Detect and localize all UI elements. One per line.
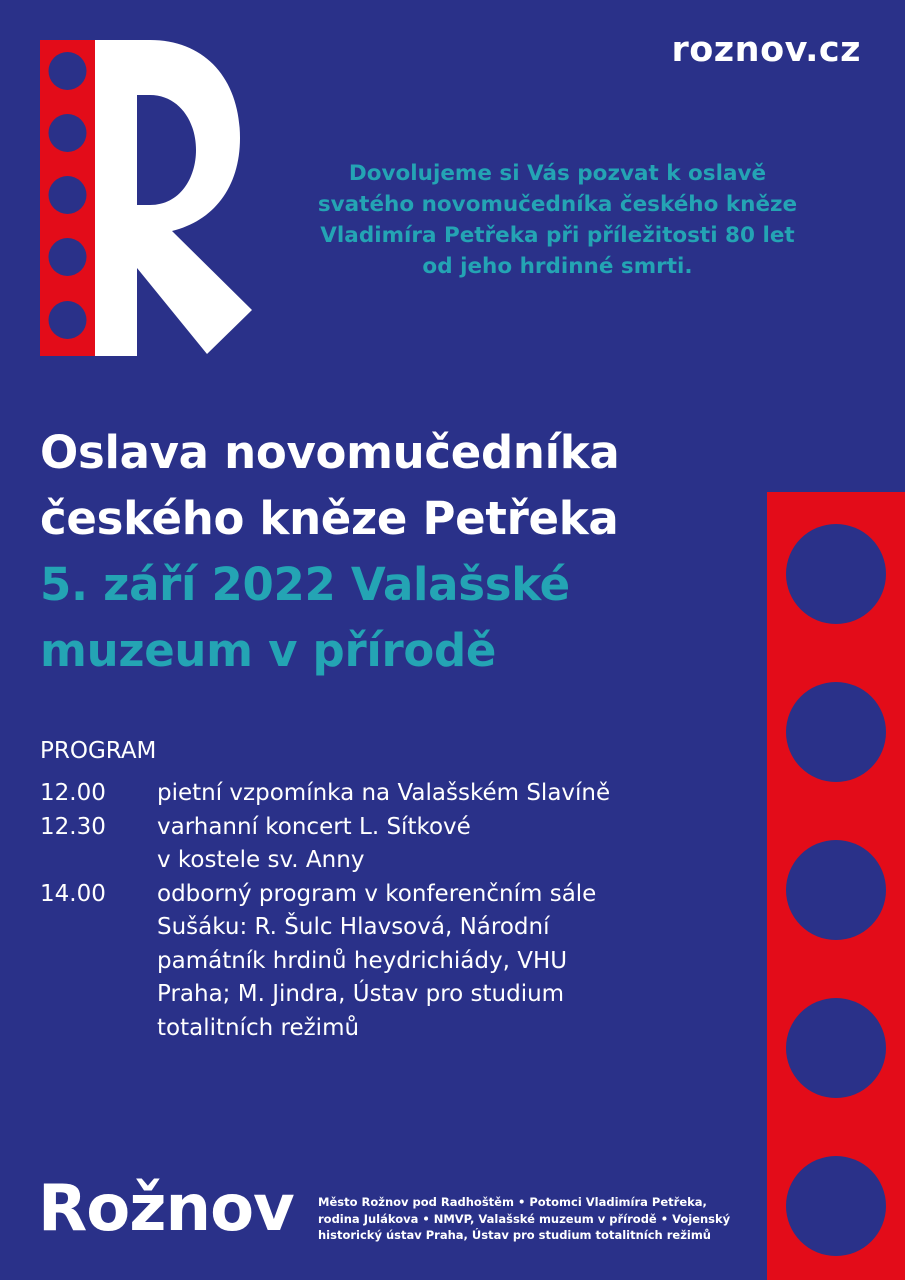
program-line: v kostele sv. Anny <box>157 847 365 873</box>
program-line: Sušáku: R. Šulc Hlavsová, Národní <box>157 914 550 940</box>
program-time: 12.30 <box>40 813 106 840</box>
red-strip-with-circles-icon <box>767 492 905 1280</box>
invitation-text <box>275 158 840 282</box>
partners-line: rodina Julákova • NMVP, Valašské muzeum v přírodě • Vojenský <box>318 1211 731 1226</box>
event-date-place: 5. září 2022 Valašské <box>40 558 570 611</box>
program-line: odborný program v konferenčním sále <box>157 880 597 907</box>
title-line: Oslava novomučedníka <box>40 426 620 479</box>
program-item <box>40 811 740 878</box>
program-list <box>40 777 740 1045</box>
program-line: Praha; M. Jindra, Ústav pro studium <box>157 981 565 1007</box>
partners-line: historický ústav Praha, Ústav pro studium totalitních režimů <box>318 1228 711 1242</box>
program-description <box>157 777 610 811</box>
program-line: varhanní koncert L. Sítkové <box>157 813 471 840</box>
invitation-line: Dovolujeme si Vás pozvat k oslavě <box>348 161 767 186</box>
invitation-line: svatého novomučedníka českého kněze <box>317 192 798 217</box>
partners-line: Město Rožnov pod Radhoštěm • Potomci Vladimíra Petřeka, <box>318 1195 707 1209</box>
invitation-line: od jeho hrdinné smrti. <box>422 254 693 279</box>
city-logo: Rožnov <box>38 1172 294 1246</box>
invitation-line: Vladimíra Petřeka při příležitosti 80 let <box>320 223 795 248</box>
partners-text <box>318 1194 748 1244</box>
program-description <box>157 811 471 878</box>
event-title <box>40 420 740 684</box>
program-item <box>40 878 740 1046</box>
program-item <box>40 777 740 811</box>
program-line: totalitních režimů <box>157 1014 360 1041</box>
program-line: pietní vzpomínka na Valašském Slavíně <box>157 780 611 806</box>
event-date-place: muzeum v přírodě <box>40 624 497 677</box>
website-link[interactable]: roznov.cz <box>671 30 861 70</box>
program-line: památník hrdinů heydrichiády, VHU <box>157 947 568 974</box>
letter-r-logo-icon <box>0 0 300 370</box>
title-line: českého kněze Petřeka <box>40 492 619 545</box>
program-description <box>157 878 596 1046</box>
program-time: 12.00 <box>40 780 106 806</box>
program-time: 14.00 <box>40 880 106 907</box>
program-heading: PROGRAM <box>40 738 157 764</box>
